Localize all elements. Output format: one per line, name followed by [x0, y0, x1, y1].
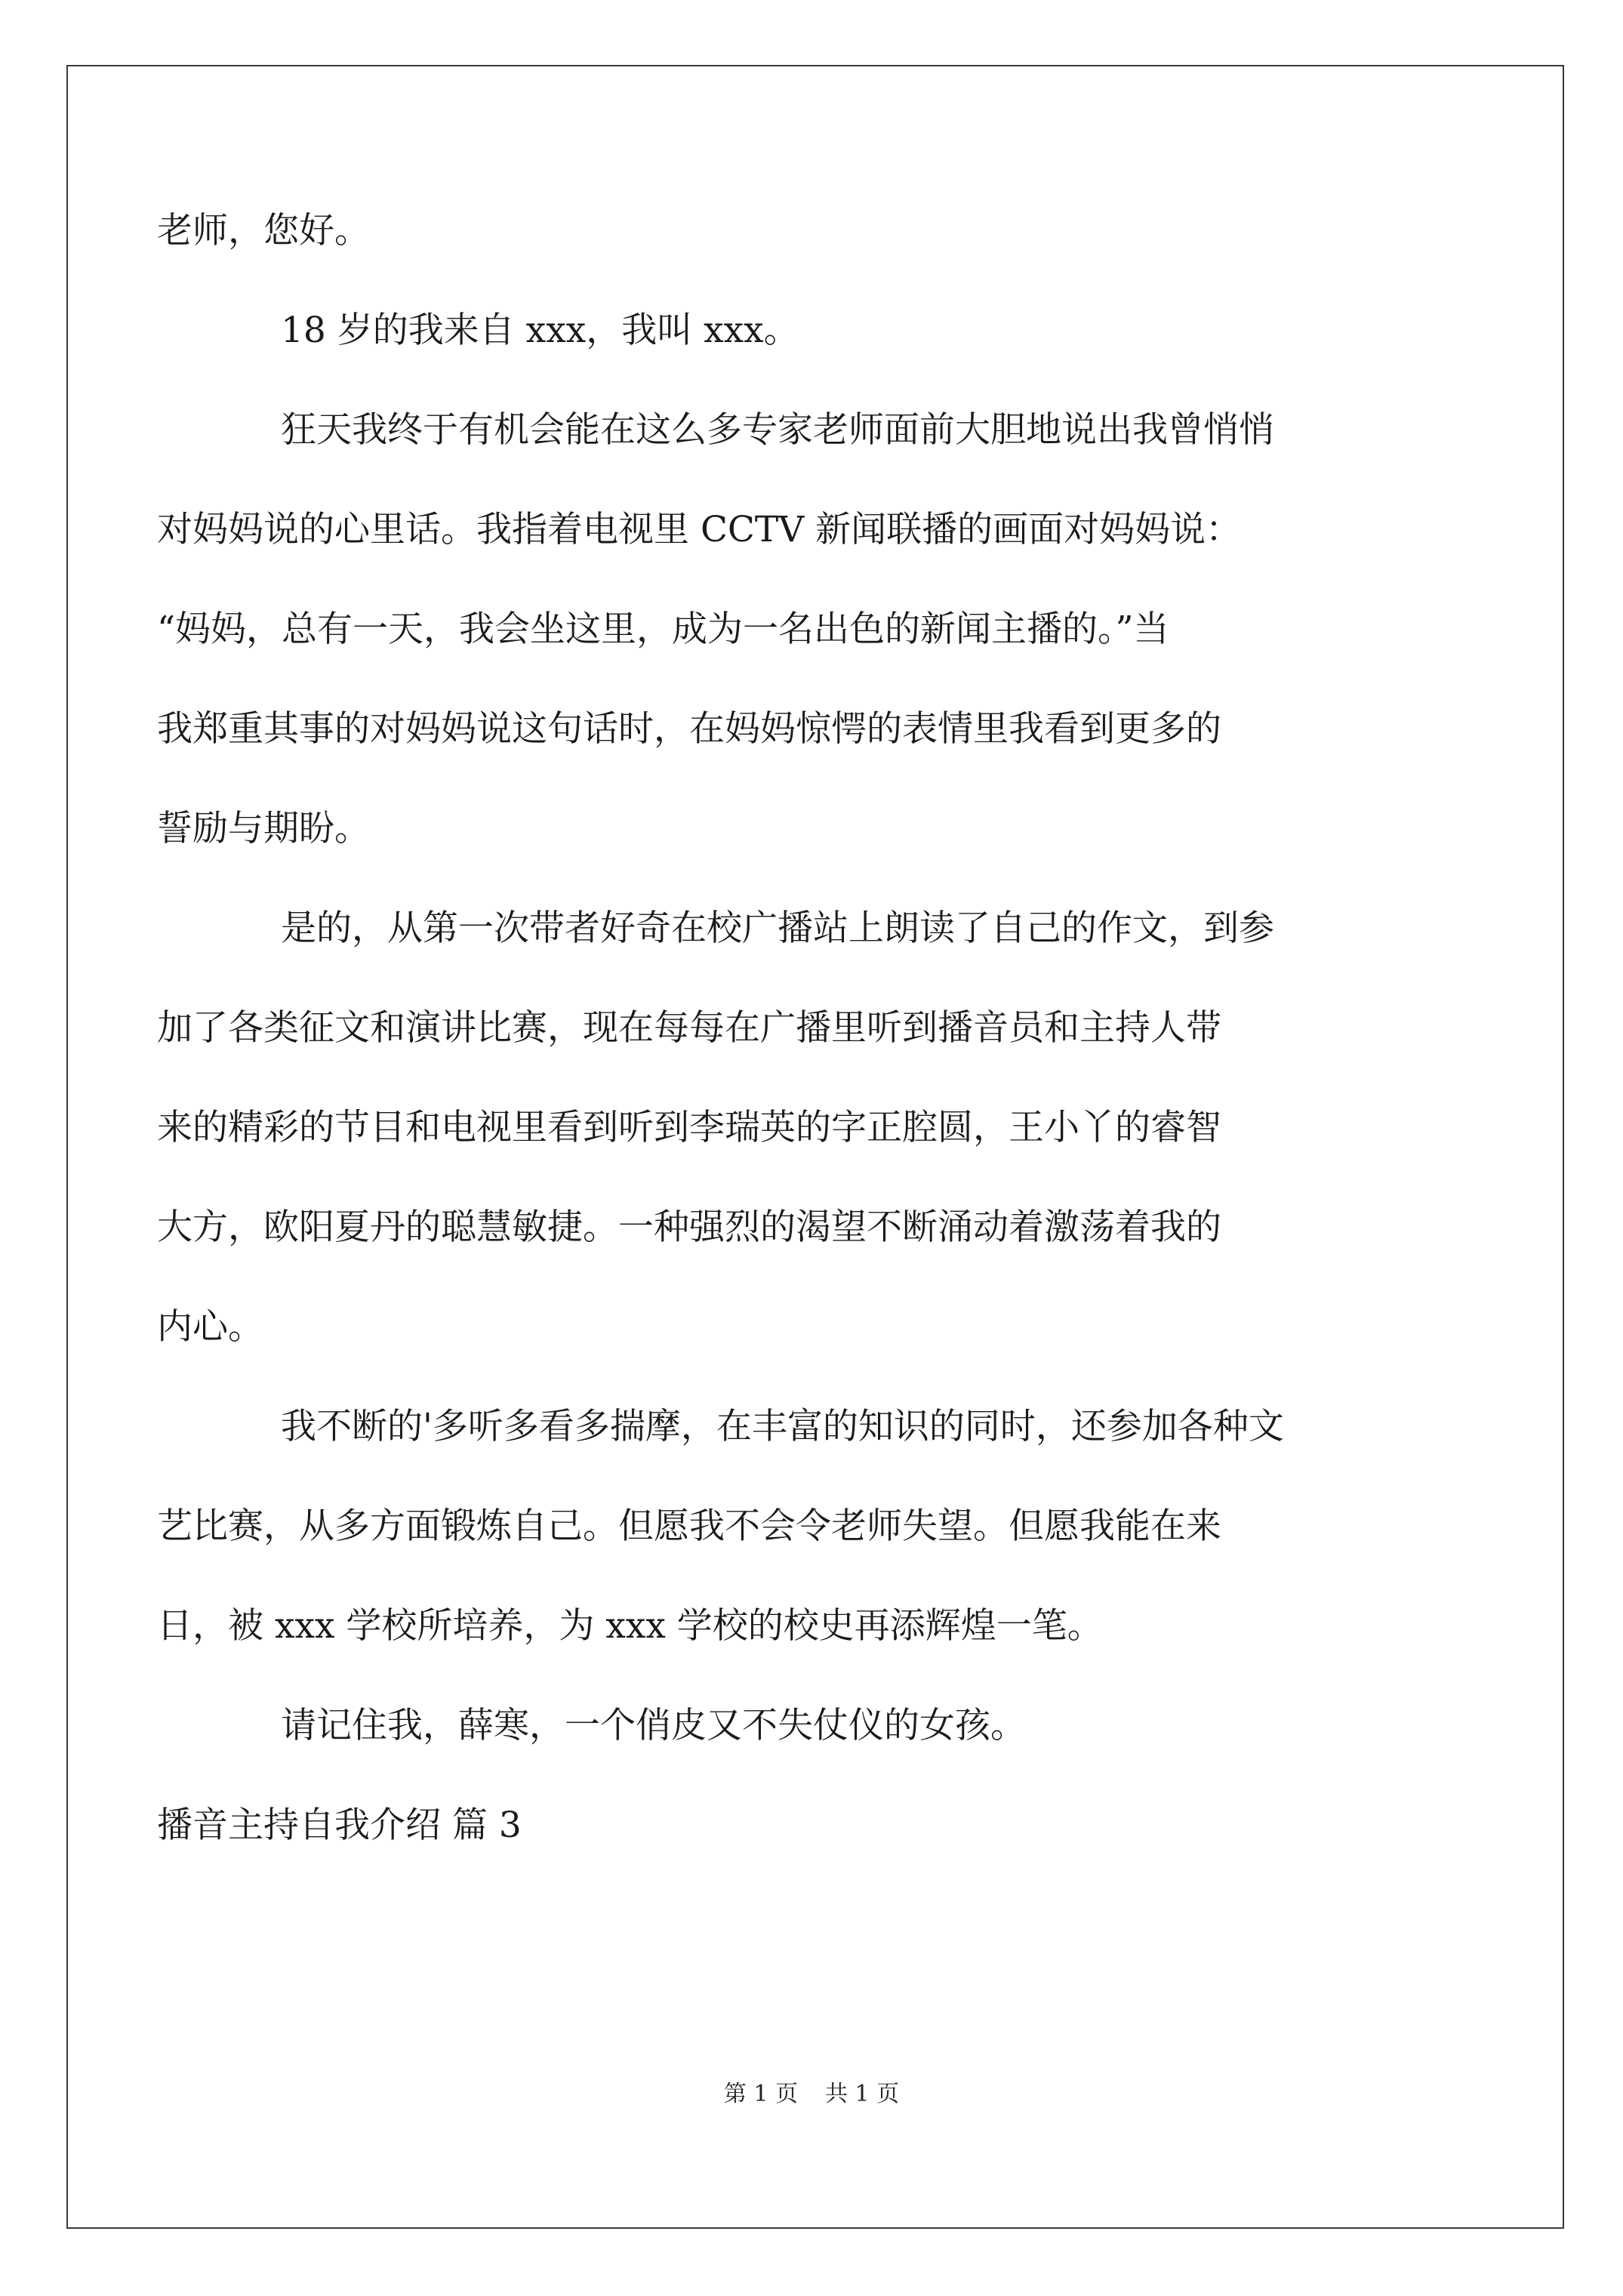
text-line: 狂天我终于有机会能在这么多专家老师面前大胆地说出我曾悄悄 [281, 409, 1274, 451]
text-line: “妈妈，总有一天，我会坐这里，成为一名出色的新闻主播的。”当 [157, 609, 1169, 650]
text-line: 誓励与期盼。 [157, 808, 370, 849]
text-line: 内心。 [157, 1306, 263, 1348]
text-line: 老师，您好。 [157, 210, 370, 251]
text-line: 对妈妈说的心里话。我指着电视里 CCTV 新闻联播的画面对妈妈说： [157, 509, 1242, 550]
text-line: 请记住我，薛寒，一个俏皮又不失仗仪的女孩。 [281, 1705, 1026, 1746]
page-total: 共 1 页 [825, 2081, 900, 2107]
page-number: 第 1 页 [723, 2081, 798, 2107]
text-line: 大方，欧阳夏丹的聪慧敏捷。一种强烈的渴望不断涌动着激荡着我的 [157, 1207, 1221, 1248]
text-line: 来的精彩的节目和电视里看到听到李瑞英的字正腔圆，王小丫的睿智 [157, 1107, 1221, 1148]
section-heading: 播音主持自我介绍 篇 3 [157, 1804, 522, 1846]
text-line: 艺比赛，从多方面锻炼自己。但愿我不会令老师失望。但愿我能在来 [157, 1505, 1221, 1547]
text-line: 我郑重其事的对妈妈说这句话时，在妈妈惊愕的表情里我看到更多的 [157, 708, 1221, 750]
page-footer [0, 2079, 1623, 2110]
text-line: 日，被 xxx 学校所培养，为 xxx 学校的校史再添辉煌一笔。 [157, 1605, 1103, 1647]
text-line: 我不断的'多听多看多揣摩，在丰富的知识的同时，还参加各种文 [281, 1406, 1284, 1447]
text-line: 加了各类征文和演讲比赛，现在每每在广播里听到播音员和主持人带 [157, 1007, 1221, 1049]
text-line: 18 岁的我来自 xxx，我叫 xxx。 [281, 310, 799, 351]
text-line: 是的，从第一次带者好奇在校广播站上朗读了自己的作文，到参 [281, 908, 1274, 949]
